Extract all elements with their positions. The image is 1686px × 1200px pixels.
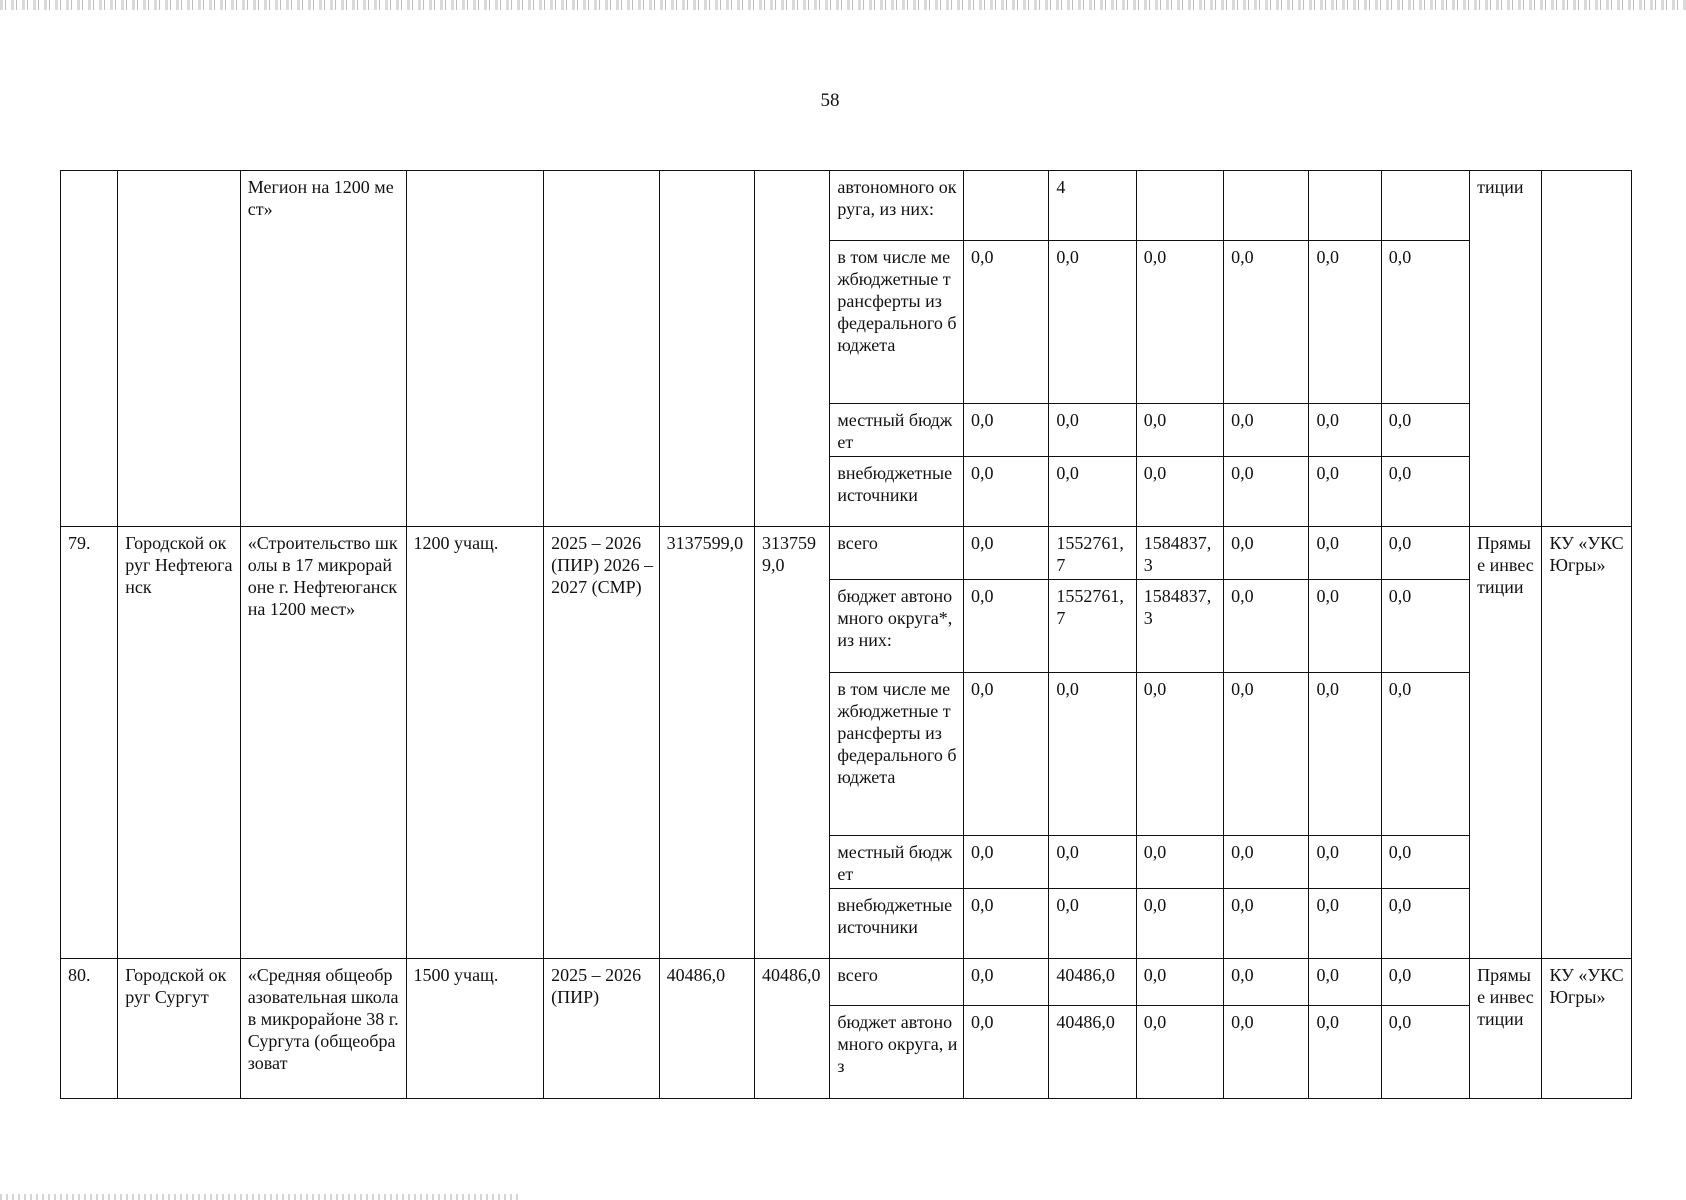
cell-value [1136, 171, 1223, 241]
cell-value: 0,0 [1224, 1005, 1309, 1098]
cell-value: 0,0 [1224, 672, 1309, 835]
cell-value: 0,0 [963, 404, 1048, 457]
cell-value: 0,0 [1381, 526, 1469, 579]
cell-value: 0,0 [1224, 579, 1309, 672]
cell-num: 80. [61, 958, 118, 1098]
cell-value: 0,0 [963, 241, 1048, 404]
cell-funding-source: местный бюджет [830, 404, 964, 457]
cell-value: 0,0 [963, 888, 1048, 958]
table-row [61, 958, 1632, 1005]
cell-object-name: «Средняя общеобразовательная школа в микрорайоне 38 г. Сургута (общеобразоват [240, 958, 406, 1098]
cell-municipality: Городской округ Нефтеюганск [118, 526, 241, 958]
cell-value: 0,0 [1049, 456, 1136, 526]
cell-remaining-cost: 3137599,0 [755, 526, 830, 958]
cell-estimated-cost [659, 171, 754, 527]
cell-value: 1552761,7 [1049, 526, 1136, 579]
cell-value: 0,0 [963, 958, 1048, 1005]
cell-funding-source: местный бюджет [830, 835, 964, 888]
cell-funding-source: внебюджетные источники [830, 888, 964, 958]
cell-funding-source: бюджет автономного округа, из [830, 1005, 964, 1098]
cell-value: 0,0 [1224, 526, 1309, 579]
cell-value: 0,0 [1309, 241, 1381, 404]
cell-value: 0,0 [963, 1005, 1048, 1098]
cell-value: 0,0 [963, 526, 1048, 579]
cell-value: 0,0 [1224, 835, 1309, 888]
cell-period [544, 171, 660, 527]
investment-table [60, 170, 1632, 1099]
cell-object-name: Мегион на 1200 мест» [240, 171, 406, 527]
cell-value: 0,0 [1381, 579, 1469, 672]
cell-value: 0,0 [1049, 888, 1136, 958]
table-row [61, 171, 1632, 241]
cell-object-name: «Строительство школы в 17 микрорайоне г. Нефтеюганск на 1200 мест» [240, 526, 406, 958]
cell-capacity: 1500 учащ. [406, 958, 544, 1098]
cell-value: 0,0 [1224, 456, 1309, 526]
cell-value: 0,0 [1309, 958, 1381, 1005]
cell-num [61, 171, 118, 527]
cell-value: 0,0 [1136, 888, 1223, 958]
cell-value: 0,0 [1309, 888, 1381, 958]
cell-estimated-cost: 40486,0 [659, 958, 754, 1098]
cell-municipality: Городской округ Сургут [118, 958, 241, 1098]
cell-value: 0,0 [1309, 526, 1381, 579]
cell-value: 0,0 [1309, 835, 1381, 888]
cell-municipality [118, 171, 241, 527]
cell-value: 0,0 [1136, 958, 1223, 1005]
cell-value: 0,0 [1381, 958, 1469, 1005]
scan-edge-bottom [0, 1194, 520, 1200]
cell-value: 0,0 [1136, 835, 1223, 888]
scan-edge-top [0, 0, 1686, 10]
cell-value: 0,0 [1049, 241, 1136, 404]
cell-value: 0,0 [1049, 672, 1136, 835]
cell-value: 0,0 [1136, 241, 1223, 404]
cell-value: 0,0 [1309, 1005, 1381, 1098]
cell-value: 0,0 [1309, 579, 1381, 672]
cell-value: 40486,0 [1049, 1005, 1136, 1098]
cell-value [963, 171, 1048, 241]
page-number: 58 [820, 90, 840, 111]
cell-value [1381, 171, 1469, 241]
cell-value: 0,0 [1381, 404, 1469, 457]
cell-funding-source: автономного округа, из них: [830, 171, 964, 241]
cell-value: 40486,0 [1049, 958, 1136, 1005]
cell-value [1309, 171, 1381, 241]
cell-customer: КУ «УКС Югры» [1542, 958, 1632, 1098]
cell-value: 4 [1049, 171, 1136, 241]
cell-period: 2025 – 2026 (ПИР) 2026 – 2027 (СМР) [544, 526, 660, 958]
cell-value: 0,0 [1224, 958, 1309, 1005]
cell-value: 0,0 [1224, 241, 1309, 404]
cell-funding-source: бюджет автономного округа*, из них: [830, 579, 964, 672]
cell-method: Прямые инвестиции [1470, 526, 1542, 958]
cell-value: 0,0 [963, 672, 1048, 835]
cell-value: 1584837,3 [1136, 526, 1223, 579]
cell-customer [1542, 171, 1632, 527]
cell-value: 0,0 [1136, 404, 1223, 457]
cell-remaining-cost: 40486,0 [755, 958, 830, 1098]
cell-method: тиции [1470, 171, 1542, 527]
cell-value: 0,0 [963, 456, 1048, 526]
cell-funding-source: внебюджетные источники [830, 456, 964, 526]
cell-value: 0,0 [1136, 1005, 1223, 1098]
cell-funding-source: всего [830, 526, 964, 579]
cell-value: 0,0 [1381, 835, 1469, 888]
cell-funding-source: в том числе межбюджетные трансферты из федерального бюджета [830, 241, 964, 404]
cell-funding-source: всего [830, 958, 964, 1005]
cell-value: 0,0 [1381, 241, 1469, 404]
cell-method: Прямые инвестиции [1470, 958, 1542, 1098]
cell-value: 0,0 [1309, 404, 1381, 457]
cell-funding-source: в том числе межбюджетные трансферты из федерального бюджета [830, 672, 964, 835]
cell-value: 1552761,7 [1049, 579, 1136, 672]
cell-value: 0,0 [1136, 456, 1223, 526]
cell-capacity [406, 171, 544, 527]
cell-value: 0,0 [1309, 672, 1381, 835]
cell-value: 0,0 [1224, 404, 1309, 457]
table-row [61, 526, 1632, 579]
cell-value: 0,0 [963, 579, 1048, 672]
cell-customer: КУ «УКС Югры» [1542, 526, 1632, 958]
cell-remaining-cost [755, 171, 830, 527]
cell-value: 0,0 [963, 835, 1048, 888]
cell-value [1224, 171, 1309, 241]
cell-estimated-cost: 3137599,0 [659, 526, 754, 958]
cell-value: 0,0 [1224, 888, 1309, 958]
cell-value: 0,0 [1381, 888, 1469, 958]
cell-capacity: 1200 учащ. [406, 526, 544, 958]
cell-value: 1584837,3 [1136, 579, 1223, 672]
cell-value: 0,0 [1049, 835, 1136, 888]
cell-value: 0,0 [1381, 672, 1469, 835]
cell-value: 0,0 [1049, 404, 1136, 457]
cell-value: 0,0 [1309, 456, 1381, 526]
cell-period: 2025 – 2026 (ПИР) [544, 958, 660, 1098]
cell-value: 0,0 [1136, 672, 1223, 835]
cell-num: 79. [61, 526, 118, 958]
cell-value: 0,0 [1381, 1005, 1469, 1098]
cell-value: 0,0 [1381, 456, 1469, 526]
